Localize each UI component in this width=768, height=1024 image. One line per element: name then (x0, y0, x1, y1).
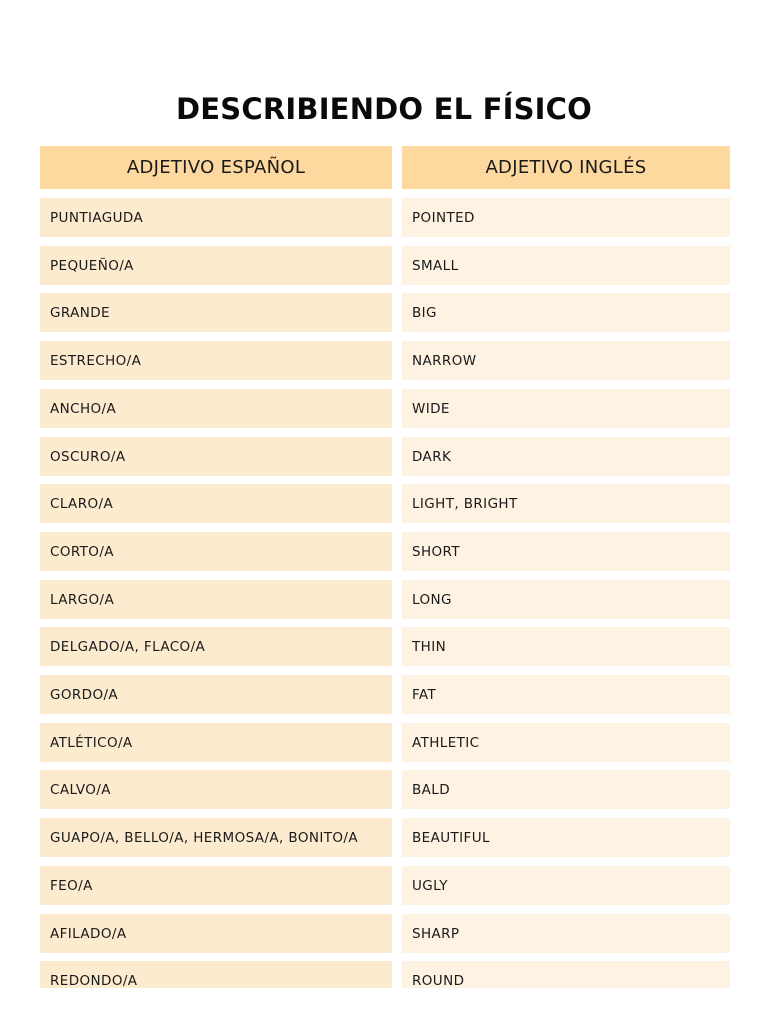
spanish-adjective-cell: OSCURO/A (40, 437, 392, 476)
header-english-adjective: ADJETIVO INGLÉS (402, 146, 730, 189)
english-adjective-cell: ATHLETIC (402, 723, 730, 762)
english-adjective-cell: SHORT (402, 532, 730, 571)
english-adjective-cell: LIGHT, BRIGHT (402, 484, 730, 523)
english-adjective-cell: BIG (402, 293, 730, 332)
spanish-adjective-cell: CLARO/A (40, 484, 392, 523)
spanish-adjective-cell: GORDO/A (40, 675, 392, 714)
spanish-adjective-cell: GRANDE (40, 293, 392, 332)
spanish-adjective-cell: CALVO/A (40, 770, 392, 809)
english-adjective-cell: THIN (402, 627, 730, 666)
spanish-adjective-cell: PEQUEÑO/A (40, 246, 392, 285)
english-adjective-cell: BALD (402, 770, 730, 809)
spanish-adjective-cell: CORTO/A (40, 532, 392, 571)
english-adjective-cell: FAT (402, 675, 730, 714)
english-adjective-cell: BEAUTIFUL (402, 818, 730, 857)
english-adjective-cell: SHARP (402, 914, 730, 953)
english-adjective-cell: WIDE (402, 389, 730, 428)
english-adjective-cell: DARK (402, 437, 730, 476)
spanish-adjective-cell: REDONDO/A (40, 961, 392, 988)
spanish-adjective-cell: ANCHO/A (40, 389, 392, 428)
spanish-adjective-cell: DELGADO/A, FLACO/A (40, 627, 392, 666)
english-adjective-cell: NARROW (402, 341, 730, 380)
spanish-adjective-cell: AFILADO/A (40, 914, 392, 953)
spanish-adjective-cell: ATLÉTICO/A (40, 723, 392, 762)
vocabulary-table (40, 146, 730, 988)
english-adjective-cell: LONG (402, 580, 730, 619)
english-adjective-cell: POINTED (402, 198, 730, 237)
page-title: DESCRIBIENDO EL FÍSICO (176, 92, 592, 126)
english-adjective-cell: ROUND (402, 961, 730, 988)
spanish-adjective-cell: FEO/A (40, 866, 392, 905)
header-spanish-adjective: ADJETIVO ESPAÑOL (40, 146, 392, 189)
spanish-adjective-cell: ESTRECHO/A (40, 341, 392, 380)
spanish-adjective-cell: PUNTIAGUDA (40, 198, 392, 237)
english-adjective-cell: UGLY (402, 866, 730, 905)
spanish-adjective-cell: LARGO/A (40, 580, 392, 619)
english-adjective-cell: SMALL (402, 246, 730, 285)
spanish-adjective-cell: GUAPO/A, BELLO/A, HERMOSA/A, BONITO/A (40, 818, 392, 857)
